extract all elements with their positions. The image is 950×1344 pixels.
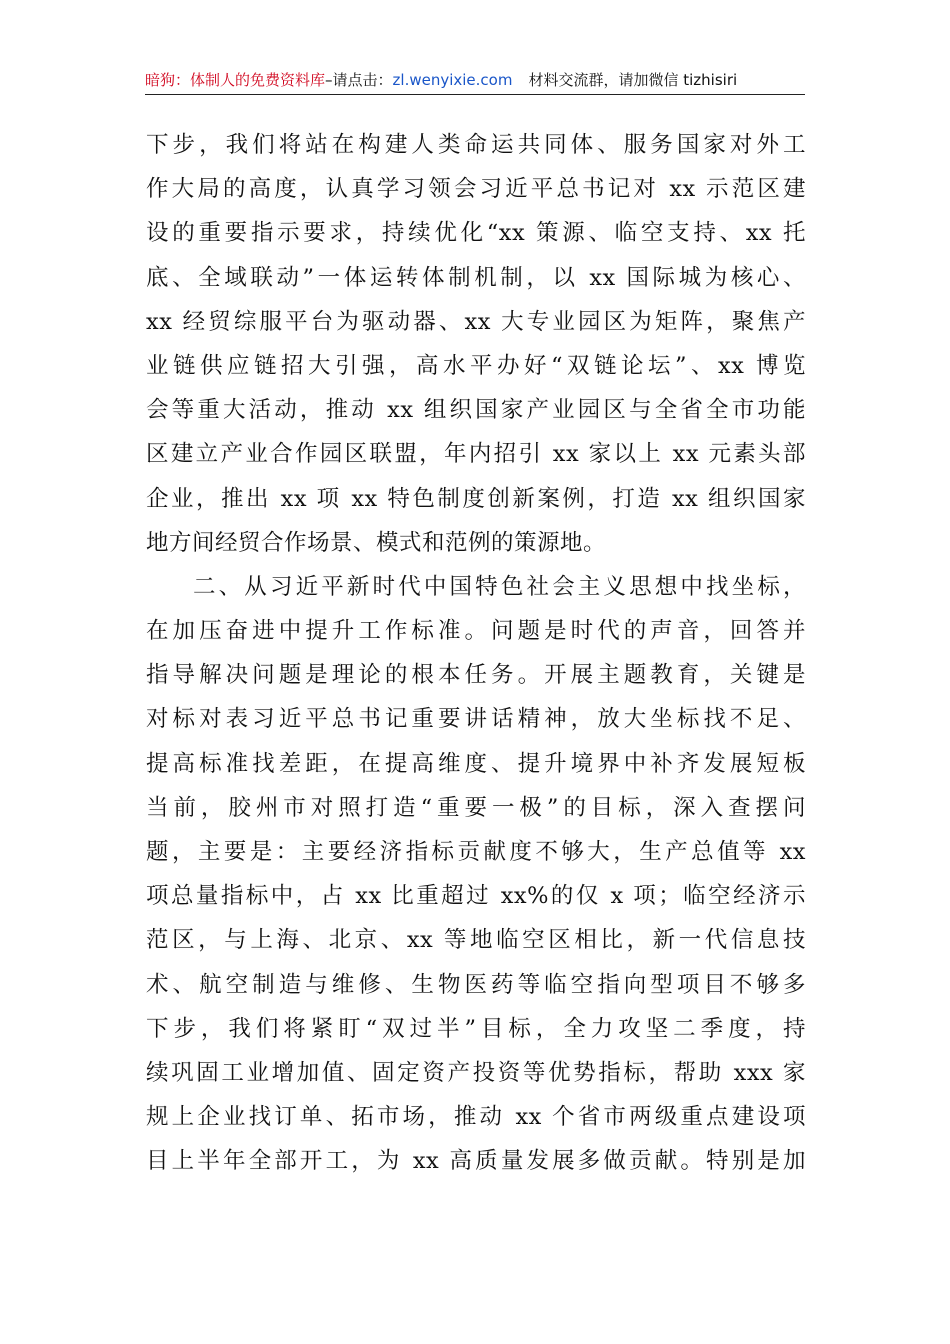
text-line: 指导解决问题是理论的根本任务。开展主题教育，关键是 [146, 662, 806, 689]
text-line: 下步，我们将紧盯“双过半”目标，全力攻坚二季度，持 [146, 1015, 806, 1042]
text-line: 业链供应链招大引强，高水平办好“双链论坛”、xx 博览 [146, 352, 806, 379]
text-line: 项总量指标中，占 xx 比重超过 xx%的仅 x 项；临空经济示 [146, 883, 806, 910]
header-group-text: 材料交流群，请加微信 tizhisiri [528, 71, 738, 89]
text-line: 设的重要指示要求，持续优化“xx 策源、临空支持、xx 托 [146, 220, 806, 247]
header-brand-text: 暗狗：体制人的免费资料库 [145, 71, 326, 89]
text-line: 对标对表习近平总书记重要讲话精神，放大坐标找不足、 [146, 706, 806, 733]
text-line: 题，主要是：主要经济指标贡献度不够大，生产总值等 xx [146, 839, 806, 865]
text-line: 地方间经贸合作场景、模式和范例的策源地。 [146, 529, 607, 556]
text-line: 范区，与上海、北京、xx 等地临空区相比，新一代信息技 [146, 927, 806, 954]
text-line: 企业，推出 xx 项 xx 特色制度创新案例，打造 xx 组织国家 [146, 485, 806, 512]
page-header [145, 66, 805, 95]
text-line: xx 经贸综服平台为驱动器、xx 大专业园区为矩阵，聚焦产 [146, 308, 806, 335]
text-line: 作大局的高度，认真学习领会习近平总书记对 xx 示范区建 [146, 176, 806, 203]
text-line: 规上企业找订单、拓市场，推动 xx 个省市两级重点建设项 [146, 1104, 806, 1131]
text-line: 目上半年全部开工，为 xx 高质量发展多做贡献。特别是加 [146, 1148, 806, 1175]
text-line: 提高标准找差距，在提高维度、提升境界中补齐发展短板 [146, 750, 806, 777]
text-line: 当前，胶州市对照打造“重要一极”的目标，深入查摆问 [146, 794, 806, 821]
header-click-prompt: –请点击： [325, 71, 393, 89]
text-line: 在加压奋进中提升工作标准。问题是时代的声音，回答并 [146, 618, 806, 645]
text-line: 术、航空制造与维修、生物医药等临空指向型项目不够多 [146, 971, 806, 998]
text-line: 会等重大活动，推动 xx 组织国家产业园区与全省全市功能 [146, 397, 806, 424]
text-line: 下步，我们将站在构建人类命运共同体、服务国家对外工 [146, 132, 806, 158]
header-url-link[interactable]: zl.wenyixie.com [392, 71, 513, 89]
document-body [146, 123, 806, 1184]
text-line: 二、从习近平新时代中国特色社会主义思想中找坐标， [193, 573, 806, 600]
text-line: 底、全域联动”一体运转体制机制，以 xx 国际城为核心、 [146, 264, 806, 291]
text-line: 续巩固工业增加值、固定资产投资等优势指标，帮助 xxx 家 [146, 1059, 806, 1086]
text-line: 区建立产业合作园区联盟，年内招引 xx 家以上 xx 元素头部 [146, 441, 806, 468]
